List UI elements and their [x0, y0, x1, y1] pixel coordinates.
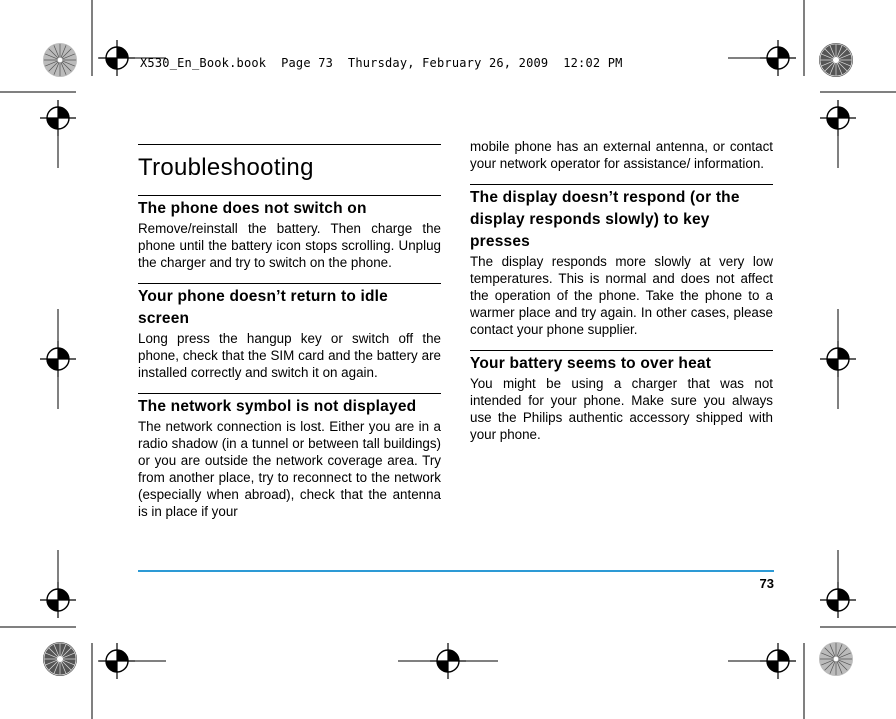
page-number: 73: [759, 576, 774, 591]
right-column: [470, 138, 773, 443]
section-not-return-idle: [138, 283, 441, 381]
section-heading: The network symbol is not displayed: [138, 398, 417, 415]
section-battery-heat: [470, 350, 773, 443]
section-network-symbol: [138, 393, 441, 520]
left-column: [138, 144, 441, 520]
footer-rule: [138, 570, 774, 572]
continued-paragraph: mobile phone has an external antenna, or contact your network operator for assistance/ information.: [470, 139, 773, 171]
section-display-slow: [470, 184, 773, 338]
section-body: The display responds more slowly at very low temperatures. This is normal and does not affect the operation of the phone. Take the phone to a warmer place and try again. In other cases, please contact your phone supplier.: [470, 254, 773, 337]
section-body: Long press the hangup key or switch off the phone, check that the SIM card and the battery are installed correctly and switch it on again.: [138, 331, 441, 380]
document-slug-line: X530_En_Book.book Page 73 Thursday, February 26, 2009 12:02 PM: [140, 56, 623, 70]
section-heading: The display doesn’t respond (or the display responds slowly) to key presses: [470, 189, 740, 250]
section-heading: Your battery seems to over heat: [470, 355, 712, 372]
section-phone-not-switch-on: [138, 195, 441, 271]
chapter-title: Troubleshooting: [138, 154, 314, 181]
section-body: You might be using a charger that was not intended for your phone. Make sure you always use the Philips authentic accessory shipped with your phone.: [470, 376, 773, 442]
section-heading: The phone does not switch on: [138, 200, 367, 217]
section-heading: Your phone doesn’t return to idle screen: [138, 288, 389, 327]
section-body: Remove/reinstall the battery. Then charge the phone until the battery icon stops scrolling. Unplug the charger and try to switch on the phone.: [138, 221, 441, 270]
section-body: The network connection is lost. Either you are in a radio shadow (in a tunnel or between tall buildings) or you are outside the network coverage area. Try from another place, try to reconnect to the network (especially when abroad), check that the antenna is in place if your: [138, 419, 441, 519]
